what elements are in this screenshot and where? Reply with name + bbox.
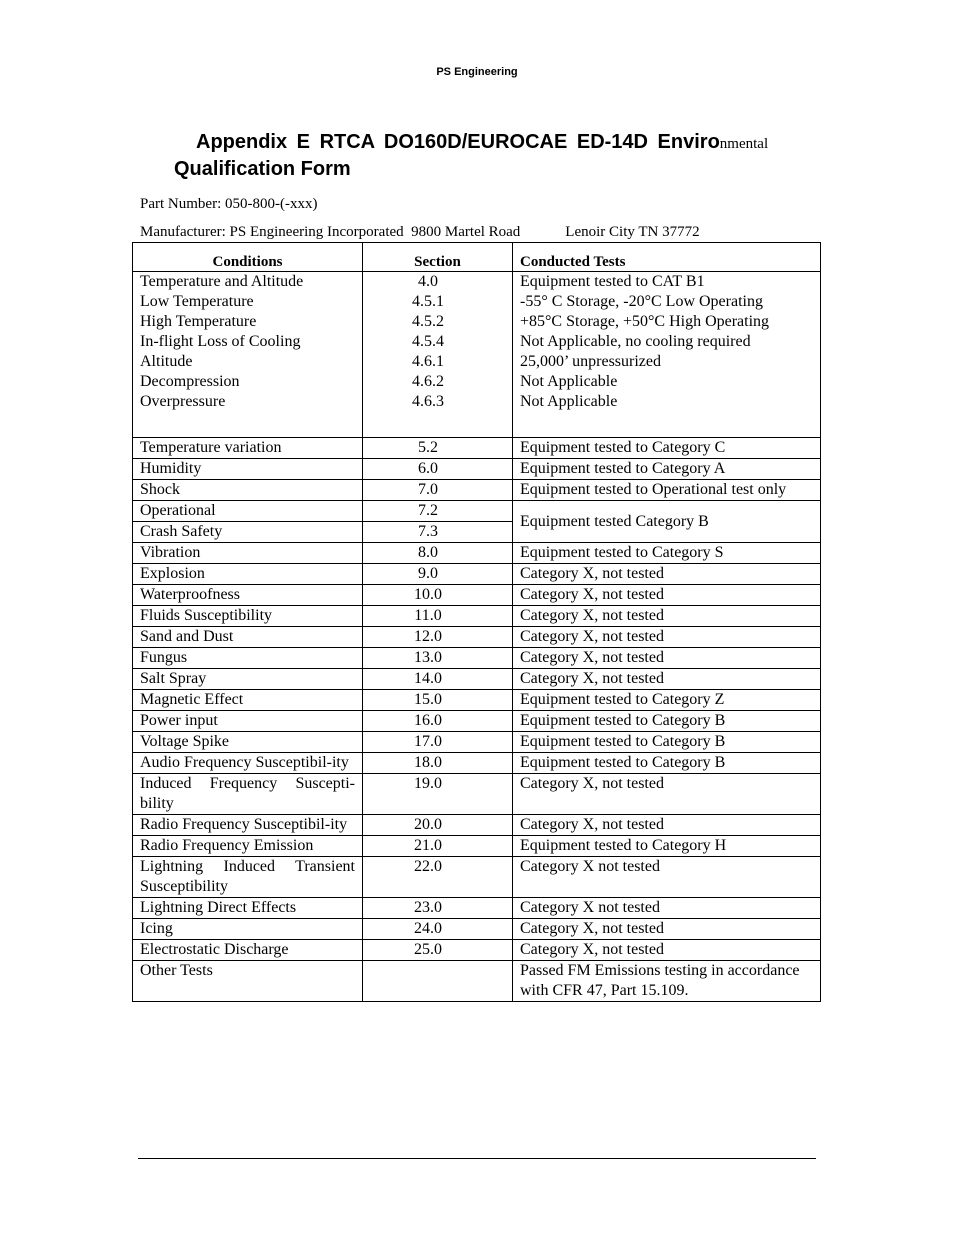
section-cell: 20.0 (363, 815, 513, 836)
section-cell: 7.3 (363, 522, 513, 543)
condition-cell: Lightning Direct Effects (133, 898, 363, 919)
condition-cell: Power input (133, 711, 363, 732)
table-cell: +85°C Storage, +50°C High Operating (520, 313, 770, 330)
condition-cell: Operational (133, 501, 363, 522)
table-cell: 4.6.3 (412, 393, 444, 410)
condition-cell: Induced Frequency Suscepti-bility (133, 774, 363, 815)
tests-cell: Category X not tested (513, 857, 821, 898)
temperature-altitude-block (133, 272, 821, 438)
condition-cell: Shock (133, 480, 363, 501)
tests-cell: Category X not tested (513, 898, 821, 919)
table-cell: 4.5.4 (412, 333, 444, 350)
table-cell: Low Temperature (140, 293, 254, 310)
table-cell: 4.6.1 (412, 353, 444, 370)
table-row (133, 940, 821, 961)
table-row (133, 648, 821, 669)
tests-cell: Category X, not tested (513, 585, 821, 606)
condition-cell: Fluids Susceptibility (133, 606, 363, 627)
table-cell: Not Applicable (520, 393, 618, 410)
condition-cell: Other Tests (133, 961, 363, 1002)
table-row (133, 627, 821, 648)
table-row (133, 898, 821, 919)
block-tests (513, 272, 821, 438)
form-title-tail: nmental (719, 136, 769, 152)
condition-cell: Audio Frequency Susceptibil-ity (133, 753, 363, 774)
qualification-table (132, 242, 821, 1002)
table-cell: 4.5.2 (412, 313, 444, 330)
form-title-line1 (196, 131, 814, 154)
condition-cell: Radio Frequency Emission (133, 836, 363, 857)
table-row (133, 774, 821, 815)
section-cell: 19.0 (363, 774, 513, 815)
table-row (133, 857, 821, 898)
tests-cell: Equipment tested Category B (513, 501, 821, 543)
table-row (133, 669, 821, 690)
condition-cell: Vibration (133, 543, 363, 564)
section-cell: 16.0 (363, 711, 513, 732)
tests-cell: Equipment tested to Category A (513, 459, 821, 480)
table-row (133, 543, 821, 564)
tests-cell: Category X, not tested (513, 564, 821, 585)
table-cell: 4.6.2 (412, 373, 444, 390)
section-cell: 18.0 (363, 753, 513, 774)
table-row (133, 961, 821, 1002)
tests-cell: Equipment tested to Category Z (513, 690, 821, 711)
table-row (133, 459, 821, 480)
section-cell: 24.0 (363, 919, 513, 940)
tests-cell: Equipment tested to Operational test only (513, 480, 821, 501)
table-row (133, 919, 821, 940)
section-cell: 23.0 (363, 898, 513, 919)
condition-cell: Humidity (133, 459, 363, 480)
part-number: Part Number: 050-800-(-xxx) (140, 196, 318, 212)
manufacturer: Manufacturer: PS Engineering Incorporated 9800 Martel Road Lenoir City TN 37772 (140, 224, 700, 240)
tests-cell: Equipment tested to Category B (513, 753, 821, 774)
tests-cell: Category X, not tested (513, 940, 821, 961)
table-row (133, 753, 821, 774)
condition-cell: Waterproofness (133, 585, 363, 606)
form-title-main: Appendix E RTCA DO160D/EUROCAE ED-14D Enviro (196, 131, 720, 153)
section-cell: 13.0 (363, 648, 513, 669)
table-row (133, 815, 821, 836)
table-cell: 4.0 (418, 273, 438, 290)
table-header-row (133, 243, 821, 272)
table-cell: -55° C Storage, -20°C Low Operating (520, 293, 763, 310)
condition-cell: Icing (133, 919, 363, 940)
table-cell: 4.5.1 (412, 293, 444, 310)
table-cell: Not Applicable (520, 373, 618, 390)
tests-cell: Passed FM Emissions testing in accordance with CFR 47, Part 15.109. (513, 961, 821, 1002)
table-row (133, 606, 821, 627)
block-conditions (133, 272, 363, 438)
tests-cell: Category X, not tested (513, 606, 821, 627)
table-row (133, 836, 821, 857)
column-header-conditions: Conditions (133, 243, 363, 272)
section-cell: 15.0 (363, 690, 513, 711)
table-cell: Not Applicable, no cooling required (520, 333, 751, 350)
section-cell: 21.0 (363, 836, 513, 857)
table-cell: In-flight Loss of Cooling (140, 333, 301, 350)
section-cell: 11.0 (363, 606, 513, 627)
table-cell: 25,000’ unpressurized (520, 353, 661, 370)
table-cell: Altitude (140, 353, 193, 370)
table-row (133, 732, 821, 753)
table-cell: Overpressure (140, 393, 226, 410)
page-header: PS Engineering (436, 66, 518, 78)
footer-rule (138, 1158, 816, 1159)
tests-cell: Equipment tested to Category B (513, 711, 821, 732)
table-row (133, 564, 821, 585)
section-cell: 7.2 (363, 501, 513, 522)
tests-cell: Category X, not tested (513, 648, 821, 669)
table-cell: Temperature and Altitude (140, 273, 304, 290)
tests-cell: Equipment tested to Category C (513, 438, 821, 459)
table-row (133, 480, 821, 501)
condition-cell: Magnetic Effect (133, 690, 363, 711)
condition-cell: Fungus (133, 648, 363, 669)
condition-cell: Voltage Spike (133, 732, 363, 753)
condition-cell: Radio Frequency Susceptibil-ity (133, 815, 363, 836)
section-cell: 5.2 (363, 438, 513, 459)
tests-cell: Category X, not tested (513, 919, 821, 940)
column-header-tests: Conducted Tests (513, 243, 821, 272)
table-row (133, 501, 821, 522)
tests-cell: Category X, not tested (513, 627, 821, 648)
section-cell: 14.0 (363, 669, 513, 690)
table-row (133, 438, 821, 459)
table-cell: High Temperature (140, 313, 257, 330)
section-cell: 6.0 (363, 459, 513, 480)
section-cell: 7.0 (363, 480, 513, 501)
section-cell: 8.0 (363, 543, 513, 564)
condition-cell: Salt Spray (133, 669, 363, 690)
section-cell: 17.0 (363, 732, 513, 753)
tests-cell: Equipment tested to Category B (513, 732, 821, 753)
condition-cell: Lightning Induced Transient Susceptibility (133, 857, 363, 898)
table-row (133, 585, 821, 606)
column-header-section: Section (363, 243, 513, 272)
condition-cell: Explosion (133, 564, 363, 585)
condition-cell: Crash Safety (133, 522, 363, 543)
tests-cell: Category X, not tested (513, 815, 821, 836)
section-cell: 22.0 (363, 857, 513, 898)
tests-cell: Category X, not tested (513, 669, 821, 690)
form-title-line2: Qualification Form (174, 158, 351, 180)
section-cell: 25.0 (363, 940, 513, 961)
section-cell: 12.0 (363, 627, 513, 648)
table-cell: Equipment tested to CAT B1 (520, 273, 705, 290)
condition-cell: Sand and Dust (133, 627, 363, 648)
condition-cell: Electrostatic Discharge (133, 940, 363, 961)
section-cell (363, 961, 513, 1002)
block-sections (363, 272, 513, 438)
tests-cell: Equipment tested to Category S (513, 543, 821, 564)
table-cell: Decompression (140, 373, 240, 390)
table-row (133, 690, 821, 711)
condition-cell: Temperature variation (133, 438, 363, 459)
tests-cell: Equipment tested to Category H (513, 836, 821, 857)
section-cell: 9.0 (363, 564, 513, 585)
tests-cell: Category X, not tested (513, 774, 821, 815)
section-cell: 10.0 (363, 585, 513, 606)
table-row (133, 711, 821, 732)
